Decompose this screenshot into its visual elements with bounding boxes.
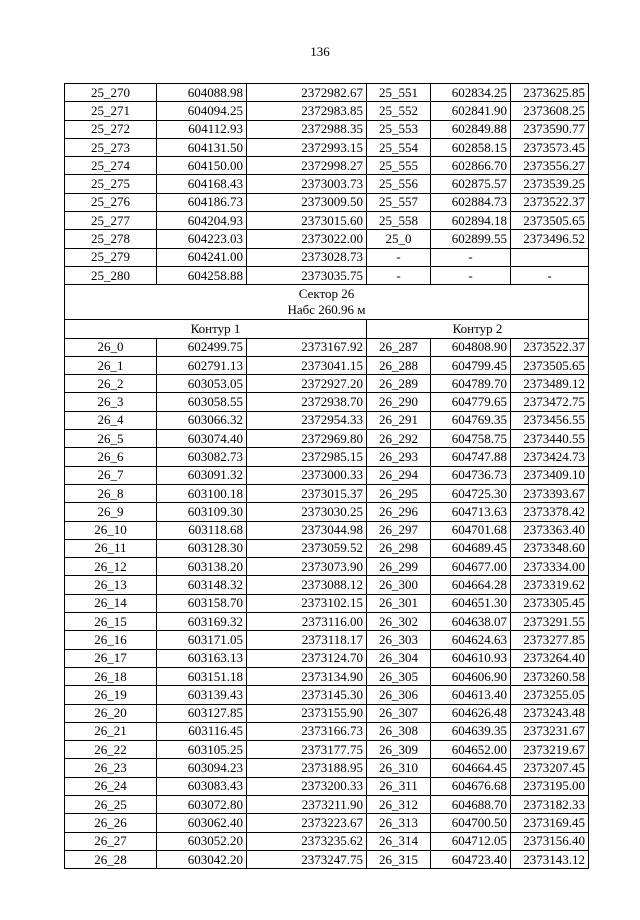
point-id-left: 26_22 [65,741,157,759]
x-left: 604131.50 [157,138,247,156]
x-left: 603109.30 [157,503,247,521]
y-right: 2373363.40 [511,521,589,539]
table-row [65,594,589,612]
x-right: 604769.35 [431,411,511,429]
table-row [65,448,589,466]
sector-title-cell [65,285,589,320]
x-left: 603169.32 [157,613,247,631]
x-right: 604664.28 [431,576,511,594]
point-id-right: 25_553 [367,120,431,138]
x-right: 604664.45 [431,759,511,777]
x-left: 603062.40 [157,814,247,832]
y-right: 2373489.12 [511,375,589,393]
table-row [65,120,589,138]
point-id-left: 26_19 [65,686,157,704]
table-row [65,375,589,393]
table-row [65,558,589,576]
table-row [65,356,589,374]
point-id-right: 26_305 [367,667,431,685]
point-id-left: 26_11 [65,539,157,557]
y-left: 2372998.27 [247,157,367,175]
table-row [65,631,589,649]
x-right: 604789.70 [431,375,511,393]
y-right [511,248,589,266]
point-id-left: 25_274 [65,157,157,175]
point-id-left: 26_4 [65,411,157,429]
y-right: 2373505.65 [511,212,589,230]
y-left: 2373088.12 [247,576,367,594]
y-left: 2373059.52 [247,539,367,557]
table-row [65,466,589,484]
table-row [65,649,589,667]
x-left: 602791.13 [157,356,247,374]
y-right: 2373195.00 [511,777,589,795]
point-id-left: 26_23 [65,759,157,777]
x-right: 602875.57 [431,175,511,193]
y-right: 2373156.40 [511,832,589,850]
y-right: 2373291.55 [511,613,589,631]
table-row [65,521,589,539]
y-left: 2373124.70 [247,649,367,667]
x-left: 603083.43 [157,777,247,795]
table-row [65,212,589,230]
top-rows [65,84,589,285]
y-right: 2373219.67 [511,741,589,759]
y-left: 2373035.75 [247,266,367,284]
y-left: 2372954.33 [247,411,367,429]
x-right: 602899.55 [431,230,511,248]
point-id-right: 26_292 [367,430,431,448]
point-id-right: 26_312 [367,795,431,813]
y-left: 2373003.73 [247,175,367,193]
x-left: 603052.20 [157,832,247,850]
point-id-left: 25_270 [65,84,157,102]
x-right: 604610.93 [431,649,511,667]
point-id-left: 26_10 [65,521,157,539]
table-row [65,193,589,211]
y-right: 2373556.27 [511,157,589,175]
x-left: 603053.05 [157,375,247,393]
table-row [65,393,589,411]
point-id-left: 26_27 [65,832,157,850]
point-id-right: 26_297 [367,521,431,539]
y-right: 2373440.55 [511,430,589,448]
point-id-left: 25_273 [65,138,157,156]
point-id-left: 25_275 [65,175,157,193]
point-id-left: 25_280 [65,266,157,284]
x-left: 603116.45 [157,722,247,740]
y-left: 2373167.92 [247,338,367,356]
x-right: 602884.73 [431,193,511,211]
contour-left-header: Контур 1 [65,320,367,338]
point-id-left: 26_12 [65,558,157,576]
y-right: 2373319.62 [511,576,589,594]
x-right: 602866.70 [431,157,511,175]
x-right: 604639.35 [431,722,511,740]
x-left: 603127.85 [157,704,247,722]
point-id-right: 26_301 [367,594,431,612]
y-right: 2373334.00 [511,558,589,576]
x-left: 604088.98 [157,84,247,102]
point-id-right: 26_290 [367,393,431,411]
table-row [65,411,589,429]
point-id-right: 26_306 [367,686,431,704]
x-right: 604808.90 [431,338,511,356]
x-left: 603066.32 [157,411,247,429]
point-id-left: 26_9 [65,503,157,521]
point-id-left: 26_28 [65,850,157,868]
table-row [65,686,589,704]
x-right: 604676.68 [431,777,511,795]
y-left: 2372969.80 [247,430,367,448]
x-left: 603100.18 [157,484,247,502]
x-left: 604186.73 [157,193,247,211]
y-left: 2372983.85 [247,102,367,120]
point-id-right: 26_293 [367,448,431,466]
y-right: 2373182.33 [511,795,589,813]
point-id-left: 25_276 [65,193,157,211]
point-id-left: 25_278 [65,230,157,248]
table-row [65,539,589,557]
x-right: 602834.25 [431,84,511,102]
point-id-right: 26_289 [367,375,431,393]
y-right: 2373472.75 [511,393,589,411]
x-right: 604651.30 [431,594,511,612]
x-left: 603163.13 [157,649,247,667]
page-number: 136 [310,44,330,59]
point-id-right: 26_304 [367,649,431,667]
point-id-right: 25_552 [367,102,431,120]
y-right: 2373539.25 [511,175,589,193]
point-id-right: 25_557 [367,193,431,211]
x-right: 604712.05 [431,832,511,850]
x-left: 603138.20 [157,558,247,576]
point-id-right: 26_287 [367,338,431,356]
y-left: 2373188.95 [247,759,367,777]
point-id-right: 26_314 [367,832,431,850]
point-id-right: 26_308 [367,722,431,740]
y-right: 2373456.55 [511,411,589,429]
y-right: 2373625.85 [511,84,589,102]
point-id-left: 26_13 [65,576,157,594]
x-left: 604241.00 [157,248,247,266]
table-row [65,759,589,777]
y-right: 2373231.67 [511,722,589,740]
x-right: 604779.65 [431,393,511,411]
x-right: 604688.70 [431,795,511,813]
table-row [65,667,589,685]
point-id-right: 26_309 [367,741,431,759]
y-right: 2373522.37 [511,338,589,356]
x-left: 603072.80 [157,795,247,813]
table-row [65,777,589,795]
table-row [65,722,589,740]
point-id-right: - [367,266,431,284]
point-id-right: 25_555 [367,157,431,175]
point-id-left: 26_16 [65,631,157,649]
y-left: 2373022.00 [247,230,367,248]
point-id-right: 26_300 [367,576,431,594]
table-row [65,230,589,248]
x-left: 603158.70 [157,594,247,612]
x-right: 604624.63 [431,631,511,649]
y-right: 2373255.05 [511,686,589,704]
sector-title: Сектор 26 [298,286,355,302]
y-left: 2372938.70 [247,393,367,411]
x-right: 602849.88 [431,120,511,138]
table-row [65,850,589,868]
point-id-left: 26_2 [65,375,157,393]
x-left: 602499.75 [157,338,247,356]
table-row [65,338,589,356]
point-id-right: 26_303 [367,631,431,649]
point-id-left: 25_272 [65,120,157,138]
y-right: 2373424.73 [511,448,589,466]
point-id-left: 26_6 [65,448,157,466]
y-right: 2373496.52 [511,230,589,248]
x-left: 603074.40 [157,430,247,448]
point-id-right: 26_307 [367,704,431,722]
y-left: 2372988.35 [247,120,367,138]
y-left: 2373177.75 [247,741,367,759]
y-left: 2373166.73 [247,722,367,740]
y-left: 2373073.90 [247,558,367,576]
point-id-left: 26_1 [65,356,157,374]
table-row [65,430,589,448]
table-row [65,84,589,102]
point-id-right: 26_310 [367,759,431,777]
x-right: 604758.75 [431,430,511,448]
y-right: 2373348.60 [511,539,589,557]
y-right: 2373505.65 [511,356,589,374]
x-left: 604112.93 [157,120,247,138]
table-row [65,704,589,722]
table-row [65,138,589,156]
x-right: 604613.40 [431,686,511,704]
point-id-left: 26_8 [65,484,157,502]
y-left: 2373134.90 [247,667,367,685]
x-left: 603042.20 [157,850,247,868]
x-left: 603091.32 [157,466,247,484]
x-right: 604652.00 [431,741,511,759]
point-id-left: 26_25 [65,795,157,813]
point-id-right: - [367,248,431,266]
y-right: 2373573.45 [511,138,589,156]
y-left: 2373000.33 [247,466,367,484]
y-left: 2373116.00 [247,613,367,631]
table-row [65,741,589,759]
y-right: 2373409.10 [511,466,589,484]
y-left: 2373009.50 [247,193,367,211]
point-id-left: 26_5 [65,430,157,448]
point-id-left: 26_26 [65,814,157,832]
y-left: 2373102.15 [247,594,367,612]
x-left: 603171.05 [157,631,247,649]
table-row [65,102,589,120]
x-left: 603151.18 [157,667,247,685]
table-row [65,613,589,631]
x-left: 603082.73 [157,448,247,466]
x-left: 603148.32 [157,576,247,594]
x-left: 603139.43 [157,686,247,704]
table-row [65,266,589,284]
x-left: 603118.68 [157,521,247,539]
x-left: 604168.43 [157,175,247,193]
x-right: 604723.40 [431,850,511,868]
y-right: 2373243.48 [511,704,589,722]
y-left: 2372982.67 [247,84,367,102]
point-id-right: 26_311 [367,777,431,795]
y-left: 2373044.98 [247,521,367,539]
y-right: 2373305.45 [511,594,589,612]
y-right: 2373378.42 [511,503,589,521]
point-id-right: 25_556 [367,175,431,193]
sector-subtitle: Набс 260.96 м [287,302,366,318]
x-left: 604204.93 [157,212,247,230]
x-right: 604799.45 [431,356,511,374]
x-right: 604747.88 [431,448,511,466]
x-left: 603058.55 [157,393,247,411]
point-id-right: 26_315 [367,850,431,868]
point-id-left: 25_271 [65,102,157,120]
x-right: 602858.15 [431,138,511,156]
y-left: 2373118.17 [247,631,367,649]
point-id-left: 26_24 [65,777,157,795]
point-id-left: 26_15 [65,613,157,631]
point-id-left: 26_17 [65,649,157,667]
table-row [65,795,589,813]
y-left: 2373247.75 [247,850,367,868]
x-right: 604725.30 [431,484,511,502]
y-left: 2372993.15 [247,138,367,156]
y-right: 2373143.12 [511,850,589,868]
table-row [65,576,589,594]
point-id-left: 26_14 [65,594,157,612]
point-id-right: 25_554 [367,138,431,156]
point-id-right: 26_298 [367,539,431,557]
y-left: 2373015.60 [247,212,367,230]
x-right: - [431,266,511,284]
x-right: 602894.18 [431,212,511,230]
y-left: 2373028.73 [247,248,367,266]
table-row [65,814,589,832]
table-row [65,503,589,521]
y-right: 2373260.58 [511,667,589,685]
x-right: 604713.63 [431,503,511,521]
point-id-left: 26_3 [65,393,157,411]
x-right: 604638.07 [431,613,511,631]
y-left: 2373041.15 [247,356,367,374]
point-id-left: 25_277 [65,212,157,230]
x-right: 604689.45 [431,539,511,557]
point-id-right: 26_313 [367,814,431,832]
table-row [65,157,589,175]
x-right: 604700.50 [431,814,511,832]
point-id-right: 25_551 [367,84,431,102]
point-id-left: 25_279 [65,248,157,266]
x-left: 604094.25 [157,102,247,120]
table-row [65,175,589,193]
x-right: - [431,248,511,266]
y-right: - [511,266,589,284]
x-right: 604736.73 [431,466,511,484]
y-left: 2373211.90 [247,795,367,813]
y-left: 2373235.62 [247,832,367,850]
x-left: 604150.00 [157,157,247,175]
y-left: 2373200.33 [247,777,367,795]
x-right: 604606.90 [431,667,511,685]
y-right: 2373590.77 [511,120,589,138]
point-id-left: 26_21 [65,722,157,740]
y-right: 2373169.45 [511,814,589,832]
table-row [65,248,589,266]
point-id-right: 25_558 [367,212,431,230]
point-id-right: 26_294 [367,466,431,484]
y-left: 2372927.20 [247,375,367,393]
x-right: 604626.48 [431,704,511,722]
y-right: 2373277.85 [511,631,589,649]
table-row [65,832,589,850]
x-right: 604677.00 [431,558,511,576]
y-right: 2373522.37 [511,193,589,211]
y-left: 2373155.90 [247,704,367,722]
x-right: 604701.68 [431,521,511,539]
y-left: 2372985.15 [247,448,367,466]
point-id-right: 26_288 [367,356,431,374]
x-left: 604223.03 [157,230,247,248]
y-right: 2373264.40 [511,649,589,667]
y-right: 2373393.67 [511,484,589,502]
x-left: 604258.88 [157,266,247,284]
y-left: 2373030.25 [247,503,367,521]
contour-rows [65,338,589,869]
y-left: 2373145.30 [247,686,367,704]
x-left: 603094.23 [157,759,247,777]
point-id-right: 26_302 [367,613,431,631]
y-left: 2373223.67 [247,814,367,832]
point-id-right: 26_299 [367,558,431,576]
point-id-left: 26_7 [65,466,157,484]
x-left: 603105.25 [157,741,247,759]
y-right: 2373608.25 [511,102,589,120]
point-id-left: 26_0 [65,338,157,356]
table-row [65,484,589,502]
y-right: 2373207.45 [511,759,589,777]
point-id-right: 26_295 [367,484,431,502]
point-id-left: 26_18 [65,667,157,685]
x-left: 603128.30 [157,539,247,557]
point-id-right: 26_291 [367,411,431,429]
y-left: 2373015.37 [247,484,367,502]
point-id-right: 25_0 [367,230,431,248]
x-right: 602841.90 [431,102,511,120]
contour-right-header: Контур 2 [367,320,589,338]
sector-header [65,285,589,338]
point-id-left: 26_20 [65,704,157,722]
point-id-right: 26_296 [367,503,431,521]
coordinates-table [64,83,589,869]
